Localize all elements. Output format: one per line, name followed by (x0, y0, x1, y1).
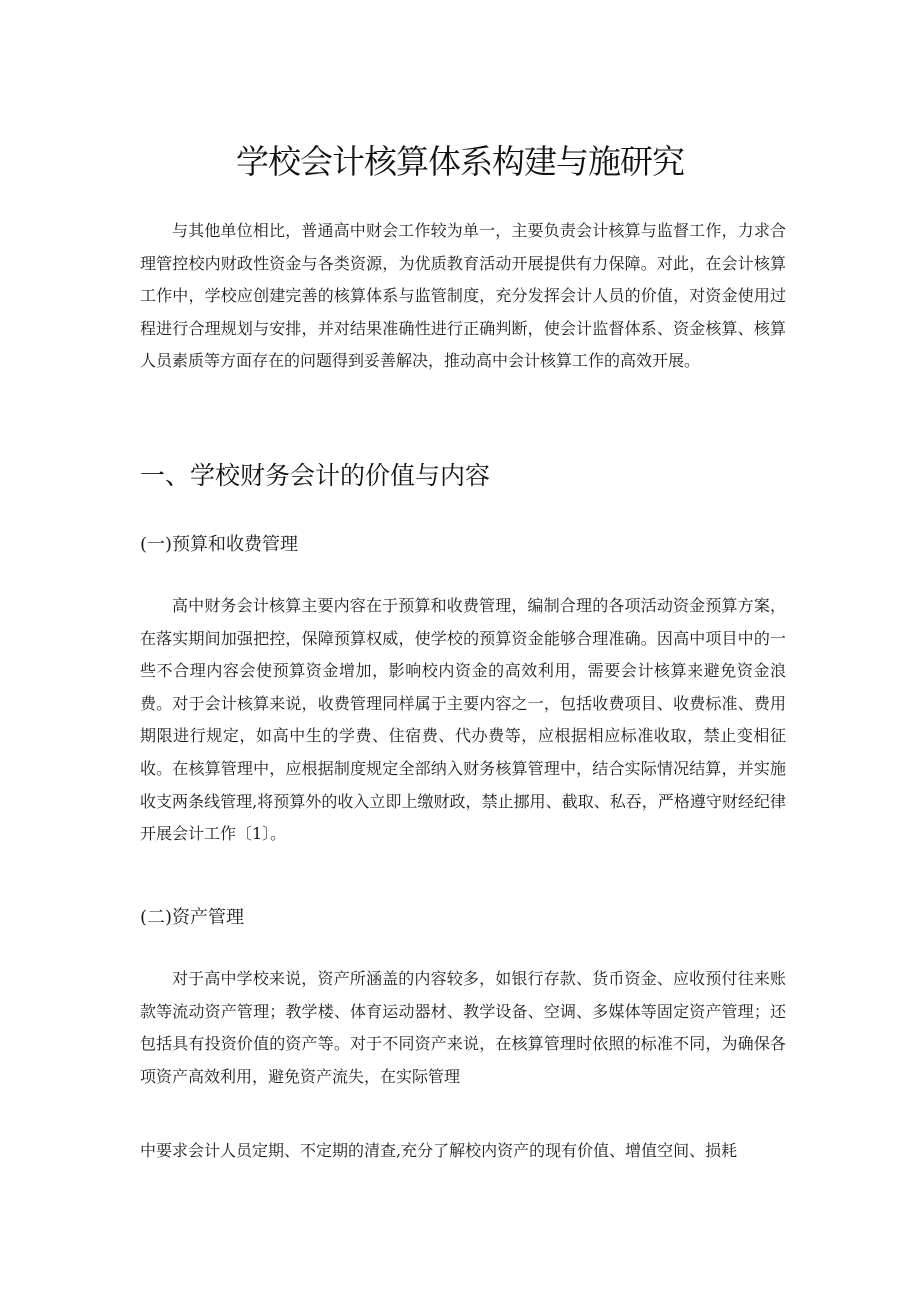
intro-paragraph: 与其他单位相比，普通高中财会工作较为单一，主要负责会计核算与监督工作，力求合理管控校内财政性资金与各类资源，为优质教育活动开展提供有力保障。对此，在会计核算工作中，学校应创建完善的核算体系与监管制度，充分发挥会计人员的价值，对资金使用过程进行合理规划与安排，并对结果准确性进行正确判断，使会计监督体系、资金核算、核算人员素质等方面存在的问题得到妥善解决，推动高中会计核算工作的高效开展。 (140, 221, 786, 371)
subsection-heading-assets: (二)资产管理 (140, 907, 245, 928)
assets-paragraph: 对于高中学校来说，资产所涵盖的内容较多，如银行存款、货币资金、应收预付往来账款等流动资产管理；教学楼、体育运动器材、教学设备、空调、多媒体等固定资产管理；还包括具有投资价值的资产等。对于不同资产来说，在核算管理时依照的标准不同，为确保各项资产高效利用，避免资产流失，在实际管理 (140, 969, 786, 1086)
section-heading: 一、学校财务会计的价值与内容 (140, 461, 491, 490)
assets-paragraph-continuation: 中要求会计人员定期、不定期的清查,充分了解校内资产的现有价值、增值空间、损耗 (140, 1141, 738, 1160)
budget-paragraph: 高中财务会计核算主要内容在于预算和收费管理，编制合理的各项活动资金预算方案，在落实期间加强把控，保障预算权威，使学校的预算资金能够合理准确。因高中项目中的一些不合理内容会使预算资金增加，影响校内资金的高效利用，需要会计核算来避免资金浪费。对于会计核算来说，收费管理同样属于主要内容之一，包括收费项目、收费标准、费用期限进行规定，如高中生的学费、住宿费、代办费等，应根据相应标准收取，禁止变相征收。在核算管理中，应根据制度规定全部纳入财务核算管理中，结合实际情况结算，并实施收支两条线管理,将预算外的收入立即上缴财政，禁止挪用、截取、私吞，严格遵守财经纪律开展会计工作〔1〕。 (140, 596, 786, 844)
subsection-heading-budget: (一)预算和收费管理 (140, 534, 299, 555)
document-title: 学校会计核算体系构建与施研究 (236, 142, 684, 181)
